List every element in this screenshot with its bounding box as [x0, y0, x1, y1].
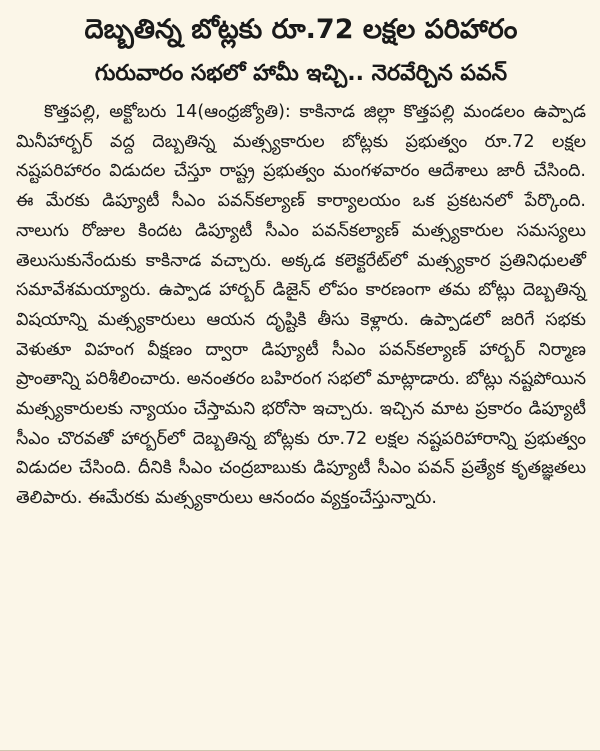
subheadline: గురువారం సభలో హామీ ఇచ్చి.. నెరవేర్చిన పవన్	[94, 61, 508, 86]
article-body: కొత్తపల్లి, అక్టోబరు 14(ఆంధ్రజ్యోతి): కాకినాడ జిల్లా కొత్తపల్లి మండలం ఉప్పాడ మినీహార్బర్ వద్ద దెబ్బతిన్న మత్స్యకారుల బోట్లకు ప్రభుత్వం రూ.72 లక్షల నష్టపరిహారం విడుదల చేస్తూ రాష్ట్ర ప్రభుత్వం మంగళవారం ఆదేశాలు జారీ చేసింది. ఈ మేరకు డిప్యూటీ సీఎం పవన్‌కల్యాణ్ కార్యాలయం ఒక ప్రకటనలో పేర్కొంది. నాలుగు రోజుల కిందట డిప్యూటీ సీఎం పవన్‌కల్యాణ్ మత్స్యకారుల సమస్యలు తెలుసుకునేందుకు కాకినాడ వచ్చారు. అక్కడ కలెక్టరేట్‌లో మత్స్యకార ప్రతినిధులతో సమావేశమయ్యారు. ఉప్పాడ హార్బర్ డిజైన్ లోపం కారణంగా తమ బోట్లు దెబ్బతిన్న విషయాన్ని మత్స్యకారులు ఆయన దృష్టికి తీసు కెళ్లారు. ఉప్పాడలో జరిగే సభకు వెళుతూ విహంగ వీక్షణం ద్వారా డిప్యూటీ సీఎం పవన్‌కల్యాణ్ హార్బర్ నిర్మాణ ప్రాంతాన్ని పరిశీలించారు. అనంతరం బహిరంగ సభలో మాట్లాడారు. బోట్లు నష్టపోయిన మత్స్యకారులకు న్యాయం చేస్తామని భరోసా ఇచ్చారు. ఇచ్చిన మాట ప్రకారం డిప్యూటీ సీఎం చొరవతో హార్బర్‌లో దెబ్బతిన్న బోట్లకు రూ.72 లక్షల నష్టపరిహారాన్ని ప్రభుత్వం విడుదల చేసింది. దీనికి సీఎం చంద్రబాబుకు డిప్యూటీ సీఎం పవన్ ప్రత్యేక కృతజ్ఞతలు తెలిపారు. ఈమేరకు మత్స్యకారులు ఆనందం వ్యక్తంచేస్తున్నారు.	[16, 102, 586, 509]
headline: దెబ్బతిన్న బోట్లకు రూ.72 లక్షల పరిహారం	[84, 14, 518, 45]
